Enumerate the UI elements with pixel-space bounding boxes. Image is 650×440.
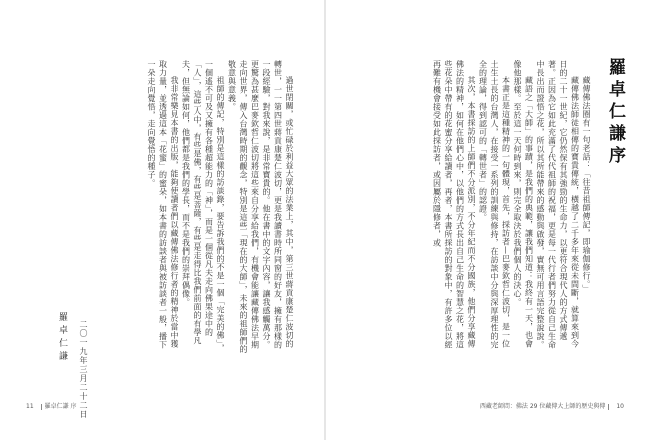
running-header-right: 西藏老師問：佛法 29 位藏傳大上師的歷史與傳 [479, 403, 606, 410]
footer-right [480, 401, 624, 410]
right-page [325, 0, 650, 440]
page-number-left: 11 [26, 403, 34, 410]
preface-title: 羅卓仁謙序 [605, 58, 625, 168]
footer-separator [608, 404, 609, 410]
footer-left [26, 401, 77, 410]
right-paragraph-5: 其次，本書採訪的上師們不分派別，不分年紀而不分國族，他們分享藏傳佛法的精神，如何在他們心中，以他們的方式長出自己生命的智慧之花，將這些花朵中帶有的花蜜分享給讀者，再者，本書所採訪的對象中，有許多位以經再難有機會接受如此採訪者，或因屬於隱修者，或 [432, 60, 476, 349]
left-paragraph-1: 過世閉關，或忙碌於利益大眾的法業上，其中，第三世蔣貢康楚仁波切的轉世，一一第四世蔣貢康楚仁波切，更是我讀書時所同窗的好友，擁有那樣的一段經驗，對我來說，是非常寶貴的。他在書中的文字內容，讓我感觸萬分。更驚為甚麼巴麥欽哲仁波切將這些來自分享給我們，有機會能讓藏傳佛法早期走向世界，傳入台灣時期的觀念，特別是這些「現在的大師」，未來的祖師們的敬意與意義。 [227, 60, 294, 354]
right-paragraph-2: 藏傳佛法師徒相傳的寶貴傳統，橫越了二千多年來從未間斷，就算來到今日的二十一世紀，它仍然保有其強勁的生命力，以更符合現代人的方式傳遞著。正因為它如此充滿了代代祖師的祝福，更是每一代行者們努力從自己生命中長出而證悟之花，所以其所能帶來的感動與啟發，實無可用言語完整說說。 [536, 60, 580, 349]
signature: 羅卓仁謙 [57, 312, 67, 364]
footer-separator [41, 404, 42, 410]
right-paragraph-3: 藏語之「大師」的事蹟，是我們的典範，讓我們知道：我終有一天，也會像他那樣。至於這一天何時到來，則完全取決於我們個人的決心。 [513, 60, 534, 348]
left-paragraph-3: 我非常樂見本書的出版，能夠使讀者們以藏傳佛法修行者的精神於當中獲取力量，並透過這本「花蜜」的蜜朵，如本書的訪談者與被訪談者一般，播下一朵走向覺悟，走向覺悟的種子。 [147, 60, 179, 349]
right-paragraph-4: 本書正是這種精神的一句體現，首先，採訪者—巴麥欽哲仁波切，是一位土生土長的台灣人，在接受一系列的訓練與修持，在訪談中分與深厚理性的完全的理論，得到認可的「轉世者」的認證。 [478, 60, 511, 349]
left-page-body [33, 60, 295, 356]
right-page-body [364, 60, 592, 356]
running-header-left: 羅卓仁謙 序 [44, 403, 77, 410]
left-paragraph-2: 祖師的傳記，特別是這樣的訪談錄，要告訴我們的不是一個「完美的佛」，一個遙不可及又擁有各種超能力的「神」，而是一個從凡夫走向佛果途中的「人」，這些人中，有些是佛，有些是菩薩，有些是走得比我們前面的有學凡夫，但無論如何，他們都是我們的學長，而不是我們的崇拜偶像。 [181, 60, 225, 353]
preface-date: 二〇一九年三月二十二日 [79, 320, 88, 419]
right-paragraph-1: 藏傳佛法圈有一句老話：「往昔祖師傳記，即瑜伽修行。」 [582, 76, 591, 293]
page-number-right: 10 [616, 403, 624, 410]
